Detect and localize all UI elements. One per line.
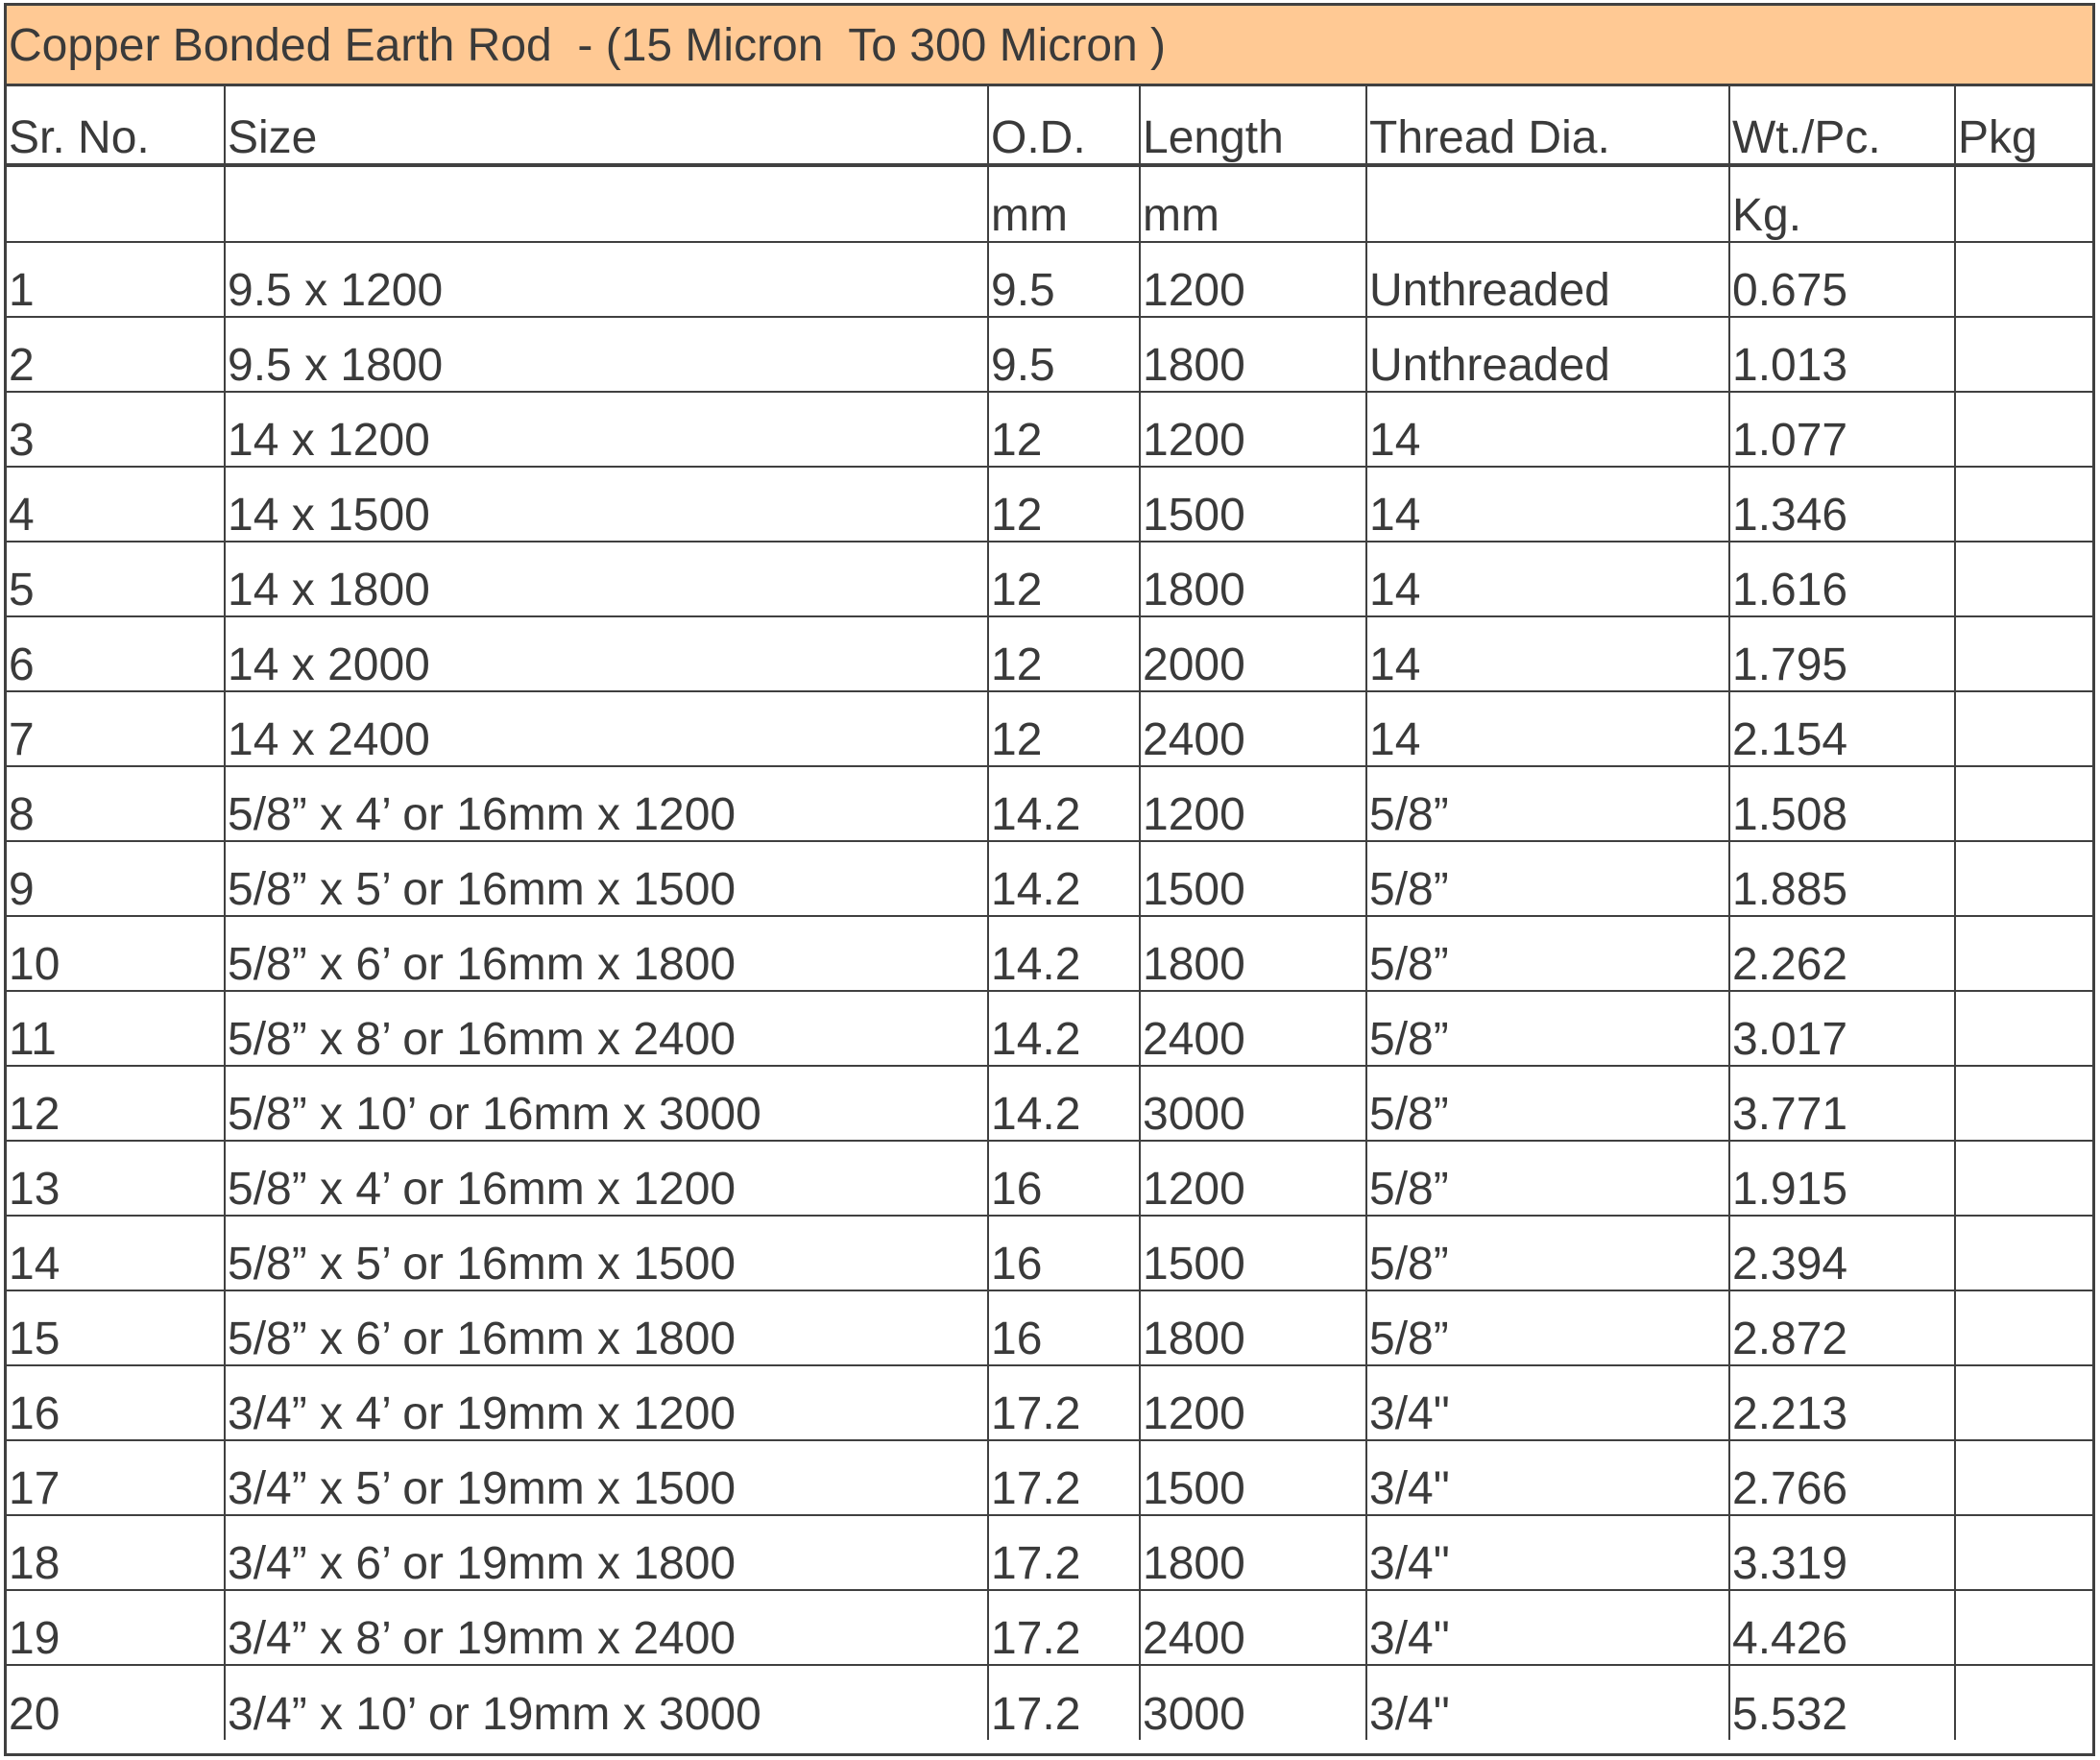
table-cell: 12 [988, 542, 1140, 616]
spec-table [7, 86, 2092, 1740]
table-cell: 1800 [1140, 1515, 1366, 1590]
table-cell: 1.077 [1729, 392, 1955, 467]
table-cell [1955, 1590, 2092, 1665]
table-cell: 7 [7, 691, 225, 766]
table-cell: 14 x 1800 [225, 542, 988, 616]
unit-cell [1366, 165, 1729, 242]
table-cell: 9 [7, 841, 225, 916]
table-cell: 9.5 x 1800 [225, 317, 988, 392]
table-cell: 3.017 [1729, 991, 1955, 1066]
table-row [7, 317, 2092, 392]
table-cell: 5/8” x 10’ or 16mm x 3000 [225, 1066, 988, 1141]
table-cell [1955, 841, 2092, 916]
table-cell: 1500 [1140, 467, 1366, 542]
table-cell: 1800 [1140, 542, 1366, 616]
table-cell: 3/4” x 8’ or 19mm x 2400 [225, 1590, 988, 1665]
table-row [7, 1590, 2092, 1665]
table-cell: 2000 [1140, 616, 1366, 691]
table-row [7, 1066, 2092, 1141]
table-cell [1955, 1365, 2092, 1440]
table-cell: 16 [988, 1216, 1140, 1290]
table-cell: 5/8” x 5’ or 16mm x 1500 [225, 1216, 988, 1290]
table-cell: 6 [7, 616, 225, 691]
table-cell: 14.2 [988, 916, 1140, 991]
table-row [7, 691, 2092, 766]
table-cell: 2400 [1140, 991, 1366, 1066]
column-header: Thread Dia. [1366, 86, 1729, 165]
table-cell: 2.154 [1729, 691, 1955, 766]
table-cell: 1.795 [1729, 616, 1955, 691]
table-cell: 1.346 [1729, 467, 1955, 542]
table-row [7, 916, 2092, 991]
table-cell: 11 [7, 991, 225, 1066]
table-cell: 5/8” [1366, 1216, 1729, 1290]
table-cell [1955, 392, 2092, 467]
table-cell: 10 [7, 916, 225, 991]
table-cell [1955, 242, 2092, 317]
table-cell: 12 [988, 616, 1140, 691]
table-cell: 1.013 [1729, 317, 1955, 392]
table-row [7, 467, 2092, 542]
table-cell: 5/8” x 4’ or 16mm x 1200 [225, 766, 988, 841]
table-cell: 9.5 [988, 317, 1140, 392]
table-cell [1955, 766, 2092, 841]
table-title: Copper Bonded Earth Rod - (15 Micron To 300 Micron ) [7, 6, 2092, 86]
table-cell: 1 [7, 242, 225, 317]
table-cell [1955, 1290, 2092, 1365]
table-cell [1955, 1216, 2092, 1290]
table-row [7, 1665, 2092, 1740]
table-cell: Unthreaded [1366, 242, 1729, 317]
table-cell [1955, 1515, 2092, 1590]
table-cell: 15 [7, 1290, 225, 1365]
table-cell: 14 [1366, 691, 1729, 766]
table-row [7, 991, 2092, 1066]
table-row [7, 1440, 2092, 1515]
table-cell: 14 [1366, 467, 1729, 542]
unit-cell: Kg. [1729, 165, 1955, 242]
table-cell: 20 [9, 1689, 60, 1740]
column-header: Pkg [1955, 86, 2092, 165]
table-body [7, 242, 2092, 1740]
table-row [7, 766, 2092, 841]
table-cell: 9.5 [988, 242, 1140, 317]
table-cell: 12 [988, 691, 1140, 766]
table-cell: 0.675 [1729, 242, 1955, 317]
unit-row [7, 165, 2092, 242]
column-header: O.D. [988, 86, 1140, 165]
table-cell [1955, 1440, 2092, 1515]
table-cell: 5/8” x 4’ or 16mm x 1200 [225, 1141, 988, 1216]
table-cell: 3/4” x 10’ or 19mm x 3000 [225, 1665, 988, 1740]
table-cell: 2400 [1140, 1590, 1366, 1665]
table-cell: 3/4" [1366, 1515, 1729, 1590]
table-cell: 14 [1366, 542, 1729, 616]
table-row [7, 392, 2092, 467]
table-cell: 4 [7, 467, 225, 542]
table-cell: 2400 [1140, 691, 1366, 766]
table-cell: 1.508 [1729, 766, 1955, 841]
table-cell: 1500 [1140, 1440, 1366, 1515]
table-cell [1955, 467, 2092, 542]
table-cell: 17.2 [988, 1515, 1140, 1590]
table-cell: 18 [7, 1515, 225, 1590]
column-header: Size [225, 86, 988, 165]
table-cell: 5/8” [1366, 841, 1729, 916]
unit-cell [225, 165, 988, 242]
table-cell: 19 [7, 1590, 225, 1665]
table-cell: 16 [7, 1365, 225, 1440]
table-cell: 14.2 [988, 1066, 1140, 1141]
table-cell: 14 [7, 1216, 225, 1290]
header-row [7, 86, 2092, 165]
table-cell: 14 [1366, 392, 1729, 467]
table-cell [1955, 991, 2092, 1066]
table-cell [1955, 1141, 2092, 1216]
table-cell: 5/8” x 8’ or 16mm x 2400 [225, 991, 988, 1066]
table-cell: 5/8” x 5’ or 16mm x 1500 [225, 841, 988, 916]
table-row [7, 1141, 2092, 1216]
unit-cell: mm [988, 165, 1140, 242]
table-cell: Unthreaded [1366, 317, 1729, 392]
table-cell: 12 [7, 1066, 225, 1141]
table-cell [1955, 542, 2092, 616]
column-header: Wt./Pc. [1729, 86, 1955, 165]
table-row [7, 542, 2092, 616]
table-cell: 3/4” x 6’ or 19mm x 1800 [225, 1515, 988, 1590]
table-cell: 3/4" [1366, 1665, 1729, 1740]
table-cell: 1200 [1140, 392, 1366, 467]
column-header: Length [1140, 86, 1366, 165]
spec-sheet [4, 3, 2095, 1756]
table-cell: 2.262 [1729, 916, 1955, 991]
table-cell: 5/8” x 6’ or 16mm x 1800 [225, 916, 988, 991]
table-cell: 9.5 x 1200 [225, 242, 988, 317]
table-cell: 5 [7, 542, 225, 616]
table-cell: 14 x 2400 [225, 691, 988, 766]
table-cell [1955, 1665, 2092, 1740]
table-row [7, 1290, 2092, 1365]
table-cell [1955, 691, 2092, 766]
table-cell: 14 x 1500 [225, 467, 988, 542]
table-cell: 3000 [1140, 1066, 1366, 1141]
table-cell: 12 [988, 467, 1140, 542]
table-cell: 14.2 [988, 991, 1140, 1066]
table-cell: 1800 [1140, 916, 1366, 991]
table-cell: 17.2 [988, 1665, 1140, 1740]
table-cell: 17.2 [988, 1365, 1140, 1440]
table-cell [1955, 1066, 2092, 1141]
table-cell: 1200 [1140, 1141, 1366, 1216]
table-cell: 12 [988, 392, 1140, 467]
table-cell: 3/4" [1366, 1590, 1729, 1665]
table-cell: 1200 [1140, 1365, 1366, 1440]
table-row [7, 1515, 2092, 1590]
table-row [7, 841, 2092, 916]
table-row [7, 242, 2092, 317]
table-cell: 1200 [1140, 766, 1366, 841]
table-cell: 5/8” x 6’ or 16mm x 1800 [225, 1290, 988, 1365]
table-cell: 5.532 [1729, 1665, 1955, 1740]
table-cell: 5/8” [1366, 916, 1729, 991]
table-cell: 2 [7, 317, 225, 392]
table-cell [1955, 317, 2092, 392]
table-cell [1955, 916, 2092, 991]
table-cell: 3.771 [1729, 1066, 1955, 1141]
table-cell: 2.872 [1729, 1290, 1955, 1365]
unit-cell [1955, 165, 2092, 242]
table-cell: 14 [1366, 616, 1729, 691]
table-cell: 5/8” [1366, 1290, 1729, 1365]
table-cell: 3/4" [1366, 1365, 1729, 1440]
table-cell: 2.394 [1729, 1216, 1955, 1290]
table-cell: 1800 [1140, 1290, 1366, 1365]
table-cell: 3.319 [1729, 1515, 1955, 1590]
table-cell: 14.2 [988, 766, 1140, 841]
table-cell: 1200 [1140, 242, 1366, 317]
table-row [7, 1365, 2092, 1440]
table-cell: 8 [7, 766, 225, 841]
table-cell: 3000 [1140, 1665, 1366, 1740]
unit-cell [7, 165, 225, 242]
table-cell: 4.426 [1729, 1590, 1955, 1665]
table-cell: 16 [988, 1290, 1140, 1365]
table-cell: 3/4” x 4’ or 19mm x 1200 [225, 1365, 988, 1440]
table-cell: 17 [7, 1440, 225, 1515]
table-cell: 1500 [1140, 841, 1366, 916]
table-cell: 13 [7, 1141, 225, 1216]
table-cell: 1500 [1140, 1216, 1366, 1290]
table-cell: 1.915 [1729, 1141, 1955, 1216]
table-cell: 3 [7, 392, 225, 467]
table-cell: 1.885 [1729, 841, 1955, 916]
table-cell: 5/8” [1366, 1141, 1729, 1216]
table-cell: 16 [988, 1141, 1140, 1216]
table-cell: 17.2 [988, 1590, 1140, 1665]
table-cell: 3/4" [1366, 1440, 1729, 1515]
unit-cell: mm [1140, 165, 1366, 242]
column-header: Sr. No. [7, 86, 225, 165]
table-cell [1955, 616, 2092, 691]
table-row [7, 1216, 2092, 1290]
table-cell: 14.2 [988, 841, 1140, 916]
table-cell: 2.766 [1729, 1440, 1955, 1515]
table-row [7, 616, 2092, 691]
table-cell: 5/8” [1366, 1066, 1729, 1141]
table-cell: 17.2 [988, 1440, 1140, 1515]
table-cell: 14 x 2000 [225, 616, 988, 691]
table-cell: 1800 [1140, 317, 1366, 392]
table-cell: 3/4” x 5’ or 19mm x 1500 [225, 1440, 988, 1515]
table-cell: 1.616 [1729, 542, 1955, 616]
table-cell: 14 x 1200 [225, 392, 988, 467]
table-cell: 5/8” [1366, 991, 1729, 1066]
table-cell: 2.213 [1729, 1365, 1955, 1440]
table-cell: 5/8” [1366, 766, 1729, 841]
